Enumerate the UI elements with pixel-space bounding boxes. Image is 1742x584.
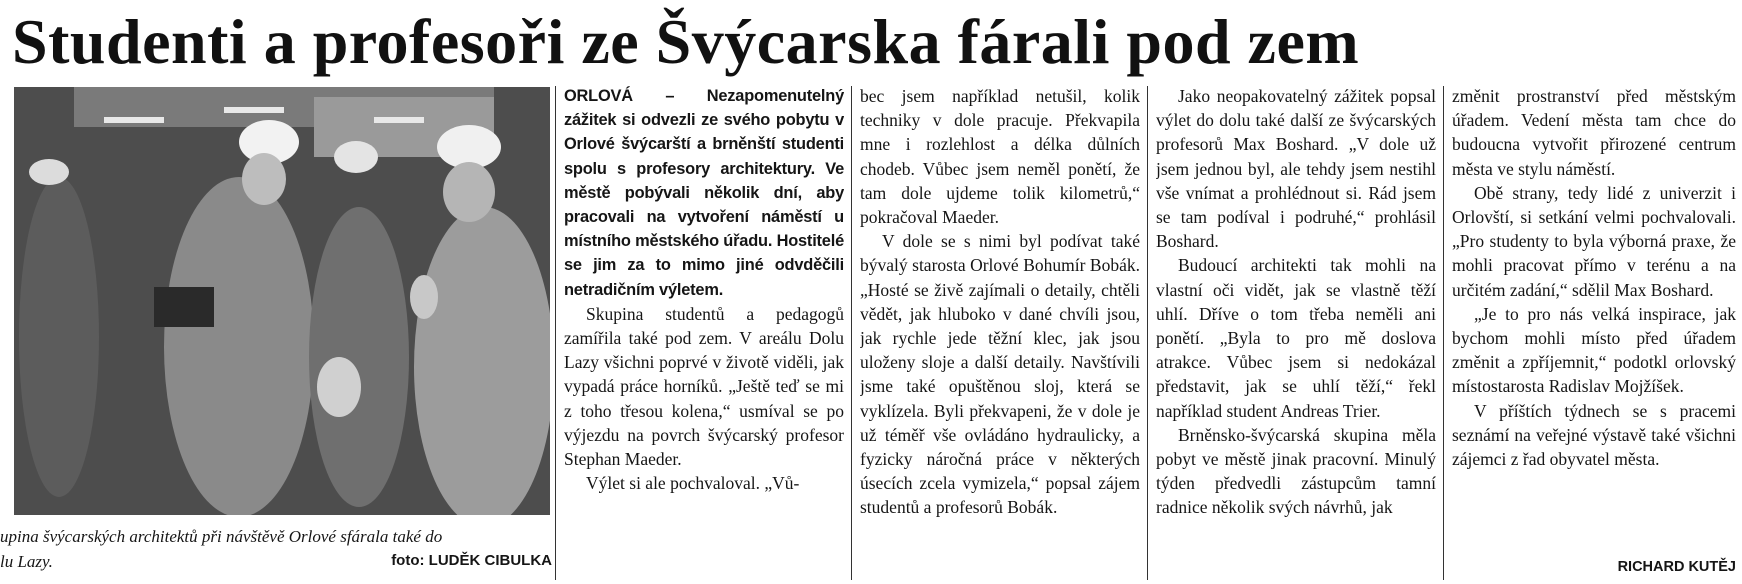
headline: Studenti a profesoři ze Švýcarska fárali pod zem [12, 6, 1360, 77]
photo-caption-line2: lu Lazy. [0, 552, 53, 571]
article-paragraph: Výlet si ale pochvaloval. „Vů- [586, 473, 800, 494]
article-paragraph: bec jsem například netušil, kolik techniky v dole pracuje. Překvapila mne i rozlehlost a délka důlních chodeb. Vůbec jsem neměl ponětí, že tam dole ujdeme tolik kilometrů,“ pokračoval Maeder. [860, 86, 1140, 228]
column-divider [555, 86, 556, 580]
photo-credit: foto: LUDĚK CIBULKA [391, 552, 552, 569]
article-paragraph: Obě strany, tedy lidé z univerzit i Orlovští, si setkání velmi pochvalovali. „Pro studenty to byla výborná praxe, že mohli pracovat přímo v terénu a na určitém zadání,“ sdělil Max Boshard. [1452, 182, 1736, 300]
column-divider [1443, 86, 1444, 580]
column-2 [860, 84, 1140, 584]
article-paragraph: V dole se s nimi byl podívat také bývalý starosta Orlové Bohumír Bobák. „Hosté se živě zajímali o detaily, chtěli vědět, jak hluboko v dané chvíli jsou, jak rychle jede těžní klec, jak jsou uloženy sloje a další detaily. Navštívili jsme také opuštěnou sloj, která se vyklízela. Byli překvapeni, že v dole je už téměř vše ovládáno hydraulicky, a fyzicky náročná práce v některých úsecích zcela vymizela,“ popsal zájem studentů a profesorů Bobák. [860, 231, 1140, 518]
article-paragraph: V příštích týdnech se s pracemi seznámí na veřejné výstavě také všichni zájemci z řad obyvatel města. [1452, 400, 1736, 470]
article-paragraph: Budoucí architekti tak mohli na vlastní oči vidět, jak se vlastně těží uhlí. Dříve o tom třeba neměli ani ponětí. „Byla to pro mě doslova atrakce. Vůbec jsem si nedokázal představit, jak se uhlí těží,“ řekl například student Andreas Trier. [1156, 255, 1436, 421]
column-4 [1452, 84, 1736, 584]
column-divider [851, 86, 852, 580]
article-paragraph: Jako neopakovatelný zážitek popsal výlet do dolu také další ze švýcarských profesorů Max Boshard. „V dole už jsem jednou byl, ale tehdy jsem nestihl vše vnímat a prohlédnout si. Rád jsem se tam podíval i podruhé,“ prohlásil Boshard. [1156, 86, 1436, 252]
author-byline: RICHARD KUTĚJ [1588, 555, 1736, 579]
column-divider [1147, 86, 1148, 580]
article-paragraph: Brněnsko-švýcarská skupina měla pobyt ve městě jinak pracovní. Minulý týden předvedli zástupcům tamní radnice několik svých návrhů, jak [1156, 424, 1436, 518]
article-paragraph: změnit prostranství před městským úřadem. Vedení města tam chce do budoucna vytvořit přirozené centrum města ve stylu náměstí. [1452, 86, 1736, 179]
photo-caption-line1: upina švýcarských architektů při návštěvě Orlové sfárala také do [0, 527, 443, 546]
news-photo [14, 87, 550, 515]
lead-paragraph: ORLOVÁ – Nezapomenutelný zážitek si odvezli ze svého pobytu v Orlové švýcarští a brněnští studenti spolu s profesory architektury. Ve městě pobývali několik dní, aby pracovali na vytvoření náměstí u místního městského úřadu. Hostitelé se jim za to mimo jiné odvděčili netradičním výletem. [564, 87, 844, 299]
article-paragraph: „Je to pro nás velká inspirace, jak bychom mohli místo před úřadem změnit a zpříjemnit,“ podotkl orlovský místostarosta Radislav Mojžíšek. [1452, 303, 1736, 397]
column-3 [1156, 84, 1436, 584]
column-1 [564, 84, 844, 584]
article-paragraph: Skupina studentů a pedagogů zamířila také pod zem. V areálu Dolu Lazy všichni poprvé v životě viděli, jak vypadá práce horníků. „Ještě teď se mi z toho třesou kolena,“ usmíval se po výjezdu na povrch švýcarský profesor Stephan Maeder. [564, 303, 844, 470]
